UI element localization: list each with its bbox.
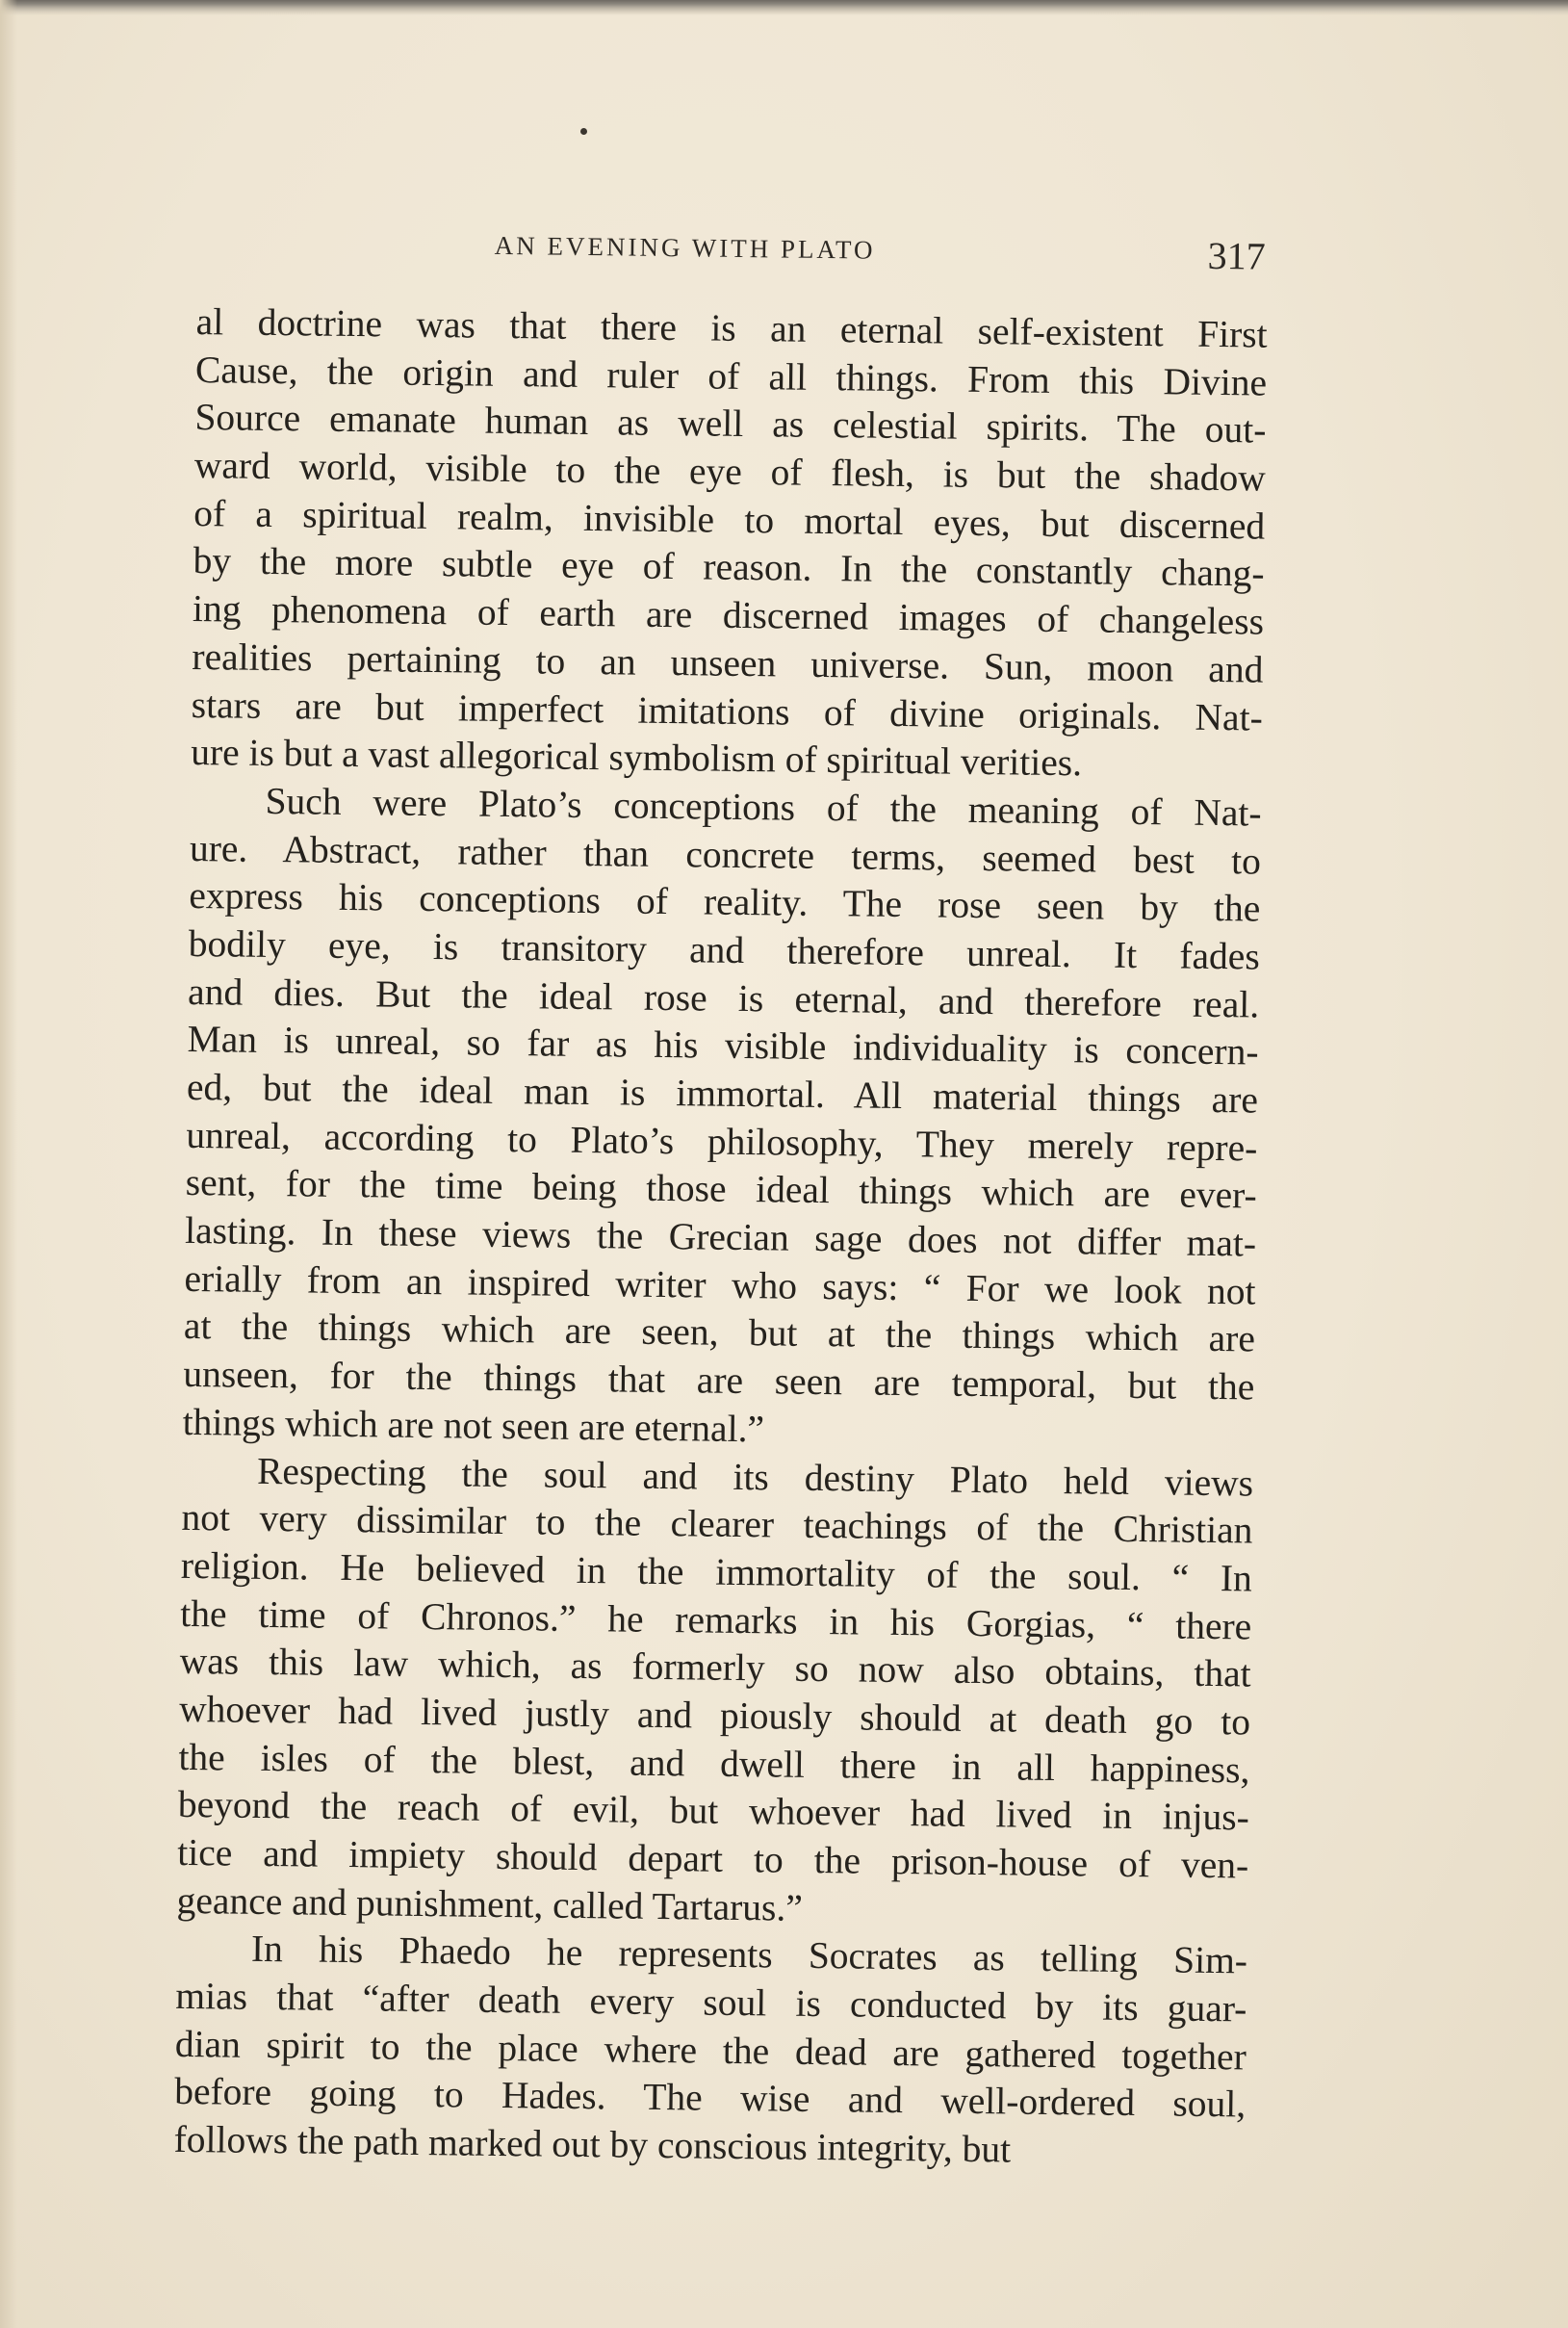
- text-line: things which are not seen are eternal.”: [182, 1400, 765, 1451]
- text-line: beyond the reach of evil, but whoever had lived in injus-: [177, 1783, 1250, 1839]
- text-line: the isles of the blest, and dwell there in all happiness,: [178, 1735, 1250, 1792]
- text-line: unreal, according to Plato’s philosophy, They merely repre-: [186, 1113, 1258, 1170]
- page-number: 317: [1207, 233, 1266, 278]
- page-header: [192, 227, 1266, 289]
- text-line: geance and punishment, called Tartarus.”: [176, 1878, 804, 1929]
- page-gutter-shade: [0, 0, 17, 2328]
- text-line: bodily eye, is transitory and therefore unreal. It fades: [188, 921, 1261, 978]
- text-line: unseen, for the things that are seen are temporal, but the: [183, 1353, 1255, 1409]
- text-line: Man is unreal, so far as his visible individuality is concern-: [187, 1018, 1259, 1073]
- text-line: Cause, the origin and ruler of all things. From this Divine: [194, 348, 1268, 404]
- text-line: stars are but imperfect imitations of divine originals. Nat-: [191, 683, 1264, 739]
- body-text: [173, 298, 1268, 2177]
- text-line: whoever had lived justly and piously should at death go to: [178, 1687, 1251, 1744]
- text-line: the time of Chronos.” he remarks in his Gorgias, “ there: [180, 1591, 1252, 1648]
- paragraph: [173, 1925, 1247, 2177]
- text-line: al doctrine was that there is an eternal self-existent First: [195, 299, 1268, 356]
- text-line: at the things which are seen, but at the things which are: [183, 1305, 1256, 1360]
- text-line: In his Phaedo he represents Socrates as telling Sim-: [250, 1927, 1248, 1982]
- text-line: Source emanate human as well as celestial spirits. The out-: [194, 396, 1267, 452]
- text-line: sent, for the time being those ideal things which are ever-: [185, 1161, 1257, 1217]
- paragraph: [182, 777, 1261, 1460]
- text-line: ure is but a vast allegorical symbolism of spiritual verities.: [190, 731, 1083, 785]
- paragraph: [191, 298, 1268, 789]
- text-line: dian spirit to the place where the dead are gathered together: [174, 2022, 1247, 2079]
- text-line: lasting. In these views the Grecian sage does not differ mat-: [184, 1208, 1257, 1265]
- text-line: ward world, visible to the eye of flesh, is but the shadow: [193, 444, 1267, 500]
- text-line: tice and impiety should depart to the prison-house of ven-: [177, 1830, 1249, 1887]
- ink-speck: [580, 128, 587, 135]
- running-head: AN EVENING WITH PLATO: [494, 230, 876, 265]
- text-line: by the more subtle eye of reason. In the constantly chang-: [193, 539, 1265, 596]
- text-line: and dies. But the ideal rose is eternal, and therefore real.: [187, 970, 1260, 1026]
- text-line: was this law which, as formerly so now also obtains, that: [179, 1640, 1251, 1695]
- text-line: mias that “after death every soul is conducted by its guar-: [175, 1974, 1247, 2031]
- text-line: express his conceptions of reality. The rose seen by the: [189, 874, 1261, 930]
- paragraph: [176, 1446, 1253, 1937]
- text-line: religion. He believed in the immortality of the soul. “ In: [180, 1543, 1253, 1600]
- text-line: erially from an inspired writer who says: “ For we look not: [184, 1256, 1256, 1313]
- text-line: Such were Plato’s conceptions of the meaning of Nat-: [265, 779, 1262, 835]
- text-line: ing phenomena of earth are discerned images of changeless: [192, 587, 1265, 643]
- text-line: of a spiritual realm, invisible to mortal eyes, but discerned: [193, 491, 1266, 548]
- text-line: ure. Abstract, rather than concrete terms, seemed best to: [189, 826, 1262, 883]
- text-line: follows the path marked out by conscious integrity, but: [173, 2117, 1012, 2171]
- text-line: not very dissimilar to the clearer teachings of the Christian: [181, 1496, 1253, 1552]
- page-top-edge: [0, 0, 1568, 15]
- text-line: ed, but the ideal man is immortal. All material things are: [186, 1065, 1259, 1122]
- text-line: Respecting the soul and its destiny Plato held views: [256, 1449, 1254, 1505]
- text-line: realities pertaining to an unseen universe. Sun, moon and: [192, 634, 1264, 691]
- text-line: before going to Hades. The wise and well-ordered soul,: [173, 2070, 1247, 2126]
